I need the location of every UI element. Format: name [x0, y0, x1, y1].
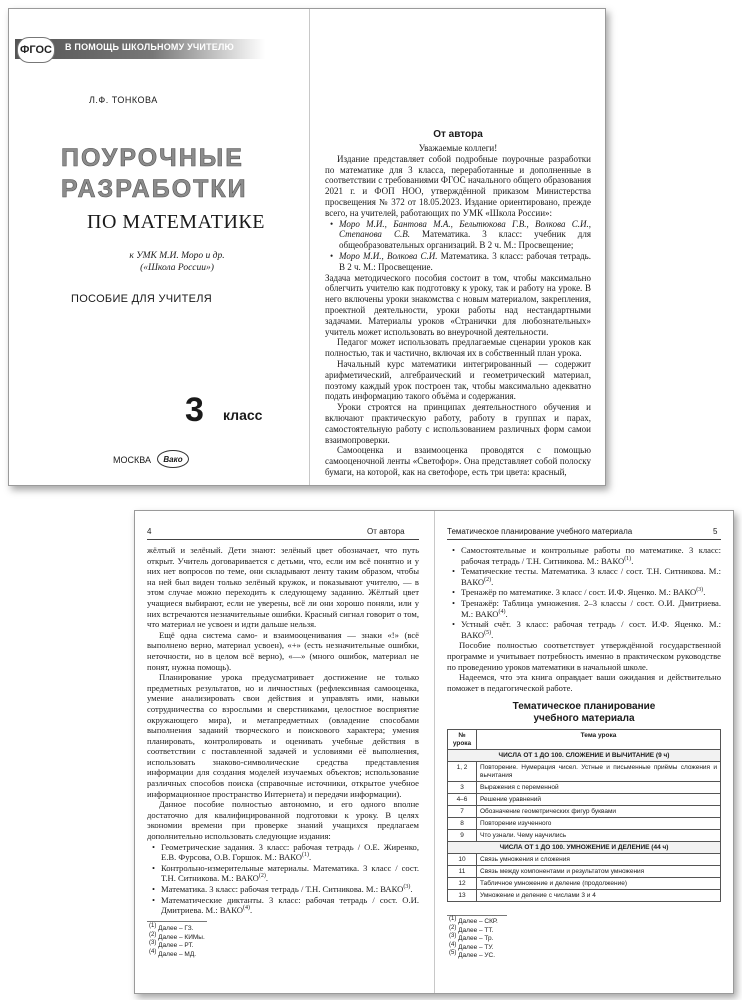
lesson-topic: Умножение и деление с числами 3 и 4 — [477, 890, 721, 902]
lesson-number: 1, 2 — [448, 762, 477, 782]
footnote: $^{(1)}$ Далее – ГЗ. — [149, 922, 194, 932]
footnote: $^{(4)}$ Далее – МД. — [149, 948, 197, 958]
running-head: От автора — [367, 527, 405, 536]
list-item: • Тематические тесты. Математика. 3 класс / сост. Т.Н. Ситникова. М.: ВАКО$^{(2)}$. — [461, 566, 721, 587]
planning-table — [447, 729, 721, 902]
cover-spread — [8, 8, 606, 486]
series-label: В ПОМОЩЬ ШКОЛЬНОМУ УЧИТЕЛЮ — [65, 42, 234, 52]
header-rule — [147, 539, 419, 540]
column-header-topic: Тема урока — [477, 730, 721, 750]
preface-paragraph: Уроки строятся на принципах деятельностного обучения и включают практическую работу, работу в группах и парах, самостоятельную работу с использованием различных форм самои взаимопроверки. — [325, 402, 591, 445]
publisher-city: МОСКВА — [113, 455, 151, 465]
lesson-number: 8 — [448, 818, 477, 830]
list-item: • Контрольно-измерительные материалы. Математика. 3 класс / сост. Т.Н. Ситникова. М.: ВАКО$^{(2)}$. — [161, 863, 419, 884]
table-row — [448, 854, 721, 866]
preface-column — [325, 129, 591, 478]
lesson-topic: Решение уравнений — [477, 794, 721, 806]
book-title — [61, 143, 296, 205]
footnote: $^{(2)}$ Далее – КИМы. — [149, 931, 205, 941]
footnote: $^{(4)}$ Далее – ТУ. — [449, 941, 494, 951]
running-head: Тематическое планирование учебного материала — [447, 527, 633, 536]
lesson-topic: Связь между компонентами и результатом умножения — [477, 866, 721, 878]
list-item: • Моро М.И., Бантова М.А., Бельтюкова Г.В., Волкова С.И., Степанова С.В. Математика. 3 класс: учебник для общеобразовательных организаций. В 2 ч. М.: Просвещение; — [339, 219, 591, 251]
footnote: $^{(3)}$ Далее – РТ. — [149, 939, 194, 949]
list-item: • Математика. 3 класс: рабочая тетрадь / Т.Н. Ситникова. М.: ВАКО$^{(3)}$. — [161, 884, 419, 895]
table-row — [448, 830, 721, 842]
inner-spread — [134, 510, 734, 994]
lesson-topic: Обозначение геометрических фигур буквами — [477, 806, 721, 818]
lesson-topic: Связь умножения и сложения — [477, 854, 721, 866]
gutter — [309, 9, 310, 485]
table-row — [448, 878, 721, 890]
grade-word: класс — [223, 407, 263, 423]
page-4-footnotes — [149, 922, 205, 959]
plan-title — [447, 701, 721, 725]
list-item: • Моро М.И., Волкова С.И. Математика. 3 класс: рабочая тетрадь. В 2 ч. М.: Просвещение. — [339, 251, 591, 273]
table-section-row — [448, 750, 721, 762]
umk-note — [79, 250, 275, 274]
body-paragraph: Надеемся, что эта книга оправдает ваши ожидания и действительно поможет в педагогической работе. — [447, 672, 721, 693]
table-row — [448, 806, 721, 818]
footnote: $^{(1)}$ Далее – СКР. — [449, 915, 498, 925]
page-5-footnotes — [449, 915, 498, 961]
preface-paragraph: Педагог может использовать предлагаемые сценарии уроков как полностью, так и частично, включая их в собственный план урока. — [325, 337, 591, 359]
preface-greeting: Уважаемые коллеги! — [418, 143, 498, 153]
lesson-topic: Повторение изученного — [477, 818, 721, 830]
fgos-logo: ФГОС — [17, 37, 55, 63]
table-row — [448, 794, 721, 806]
umk-line-1: к УМК М.И. Моро и др. — [129, 251, 225, 261]
umk-line-2: («Школа России») — [140, 263, 214, 273]
body-paragraph: Ещё одна система само- и взаимооценивания — знаки «!» (всё выполнено верно, материал усвоен), «+» (есть незначительные ошибки, неточности, но в целом всё верно), «—» (много ошибок, материал не понят, нужна помощь). — [147, 629, 419, 672]
table-header-row — [448, 730, 721, 750]
list-item: • Тренажёр: Таблица умножения. 2–3 классы / сост. О.И. Дмитриева. М.: ВАКО$^{(4)}$. — [461, 598, 721, 619]
publisher-logo: Вако — [157, 450, 189, 468]
preface-heading: От автора — [433, 129, 483, 140]
table-row — [448, 818, 721, 830]
list-item: • Самостоятельные и контрольные работы по математике. 3 класс: рабочая тетрадь / Т.Н. Ситникова. М.: ВАКО$^{(1)}$. — [461, 545, 721, 566]
lesson-number: 3 — [448, 782, 477, 794]
supplement-list — [147, 842, 419, 916]
table-row — [448, 890, 721, 902]
page-4-text — [147, 545, 419, 916]
list-item: • Тренажёр по математике. 3 класс / сост. И.Ф. Яценко. М.: ВАКО$^{(3)}$. — [461, 587, 721, 598]
table-row — [448, 782, 721, 794]
gutter — [434, 511, 435, 993]
footnote: $^{(2)}$ Далее – ТТ. — [449, 924, 494, 934]
section-title: ЧИСЛА ОТ 1 ДО 100. УМНОЖЕНИЕ И ДЕЛЕНИЕ (44 ч) — [448, 842, 721, 854]
header-rule — [447, 539, 721, 540]
page-5-text — [447, 545, 721, 902]
preface-paragraph: Издание представляет собой подробные поурочные разработки по математике для 3 класса, переработанные и дополненные в соответствии с требованиями ФГОС начального общего образования 2021 г. и ФОП НОО, утверждённой приказом Министерства просвещения № 372 от 18.05.2023. Издание ориентировано, прежде всего, на учителей, работающих по УМК «Школа России»: — [325, 153, 591, 218]
book-subtitle: ПО МАТЕМАТИКЕ — [87, 211, 265, 233]
list-item: • Геометрические задания. 3 класс: рабочая тетрадь / О.Е. Жиренко, Е.В. Фурсова, О.В. Горшок. М.: ВАКО$^{(1)}$. — [161, 842, 419, 863]
author-name: Л.Ф. ТОНКОВА — [89, 95, 158, 105]
grade-number: 3 — [185, 391, 204, 429]
footnote: $^{(3)}$ Далее – Тр. — [449, 932, 494, 942]
book-title-line-1: ПОУРОЧНЫЕ — [61, 144, 244, 172]
supplement-list — [447, 545, 721, 640]
lesson-number: 11 — [448, 866, 477, 878]
section-title: ЧИСЛА ОТ 1 ДО 100. СЛОЖЕНИЕ И ВЫЧИТАНИЕ (9 ч) — [448, 750, 721, 762]
preface-paragraph: Самооценка и взаимооценка проводятся с помощью самооценочной ленты «Светофор». Она представляет собой полоску бумаги, на которой, как на светофоре, есть три цвета: красный, — [325, 445, 591, 477]
book-title-line-2: РАЗРАБОТКИ — [61, 175, 248, 203]
column-header-lesson-number: № урока — [448, 730, 477, 750]
lesson-topic: Выражения с переменной — [477, 782, 721, 794]
list-item: • Математические диктанты. 3 класс: рабочая тетрадь / сост. О.И. Дмитриева. М.: ВАКО$^{(4)}$. — [161, 895, 419, 916]
page-number: 4 — [147, 527, 152, 536]
plan-title-line-1: Тематическое планирование — [512, 701, 656, 713]
lesson-number: 7 — [448, 806, 477, 818]
footnote-rule — [147, 921, 207, 922]
audience-label: ПОСОБИЕ ДЛЯ УЧИТЕЛЯ — [71, 293, 213, 305]
page-number: 5 — [713, 527, 718, 536]
table-section-row — [448, 842, 721, 854]
preface-paragraph: Начальный курс математики интегрированный — содержит арифметический, алгебраический и геометрический материал, поэтому каждый урок построен так, чтобы максимально адекватно подать информацию такого объёма и содержания. — [325, 358, 591, 402]
lesson-number: 10 — [448, 854, 477, 866]
lesson-number: 9 — [448, 830, 477, 842]
preface-paragraph: Задача методического пособия состоит в том, чтобы максимально облегчить учителю как подготовку к уроку, так и работу на уроке. В него включены уроки знакомства с новым материалом, закрепления, проектной деятельности, уроки работы над нестандартными задачами. Материалы уроков «Странички для любознательных» учитель может использовать во внеурочной деятельности. — [325, 272, 591, 337]
lesson-number: 13 — [448, 890, 477, 902]
body-paragraph: жёлтый и зелёный. Дети знают: зелёный цвет обозначает, что путь открыт. Учитель договаривается с детьми, что, если им всё понятно и у них нет вопросов по теме, они складывают ленту таким образом, чтобы на ней был виден только зелёный кружок, и показывают учителю, — в этом случае можно переходить к следующему заданию. Жёлтый цвет учащиеся выбирают, если не уверены, всё ли они хорошо поняли, или у них встречаются незначительные ошибки. Красный сигнал говорит о том, что материал не усвоен и идти дальше нельзя. — [147, 545, 419, 630]
book-cover — [9, 9, 309, 485]
table-row — [448, 762, 721, 782]
body-paragraph: Пособие полностью соответствует утверждённой государственной программе и учитывает потребность именно в практическом руководстве по проведению уроков математики в начальной школе. — [447, 640, 721, 672]
lesson-topic: Табличное умножение и деление (продолжение) — [477, 878, 721, 890]
footnote: $^{(5)}$ Далее – УС. — [449, 949, 496, 959]
lesson-topic: Что узнали. Чему научились — [477, 830, 721, 842]
plan-title-line-2: учебного материала — [533, 713, 635, 725]
lesson-number: 4–6 — [448, 794, 477, 806]
body-paragraph: Данное пособие полностью автономно, и его одного вполне достаточно для квалифицированной подготовки к уроку. В целях экономии времени при проверке знаний учащихся предлагаем дополнительно использовать следующие издания: — [147, 799, 419, 842]
textbook-list — [325, 219, 591, 273]
body-paragraph: Планирование урока предусматривает достижение не только предметных результатов, но и личностных (рефлексивная самооценка, умение анализировать свои действия и управлять ими, навыки сотрудничества со взрослыми и сверстниками, целостное восприятие окружающего мира), и метапредметных (овладение способами выполнения заданий творческого и поискового характера; умения планировать, контролировать и оценивать учебные действия в соответствии с поставленной задачей и условиями её выполнения, использовать знаково-символические средства представления информации для создания моделей изучаемых объектов; использование различных способов поиска (справочные источники, открытое учебное информационное пространство Интернета) и передачи информации). — [147, 672, 419, 799]
list-item: • Устный счёт. 3 класс: рабочая тетрадь / сост. И.Ф. Яценко. М.: ВАКО$^{(5)}$. — [461, 619, 721, 640]
lesson-topic: Повторение. Нумерация чисел. Устные и письменные приёмы сложения и вычитания — [477, 762, 721, 782]
table-row — [448, 866, 721, 878]
lesson-number: 12 — [448, 878, 477, 890]
